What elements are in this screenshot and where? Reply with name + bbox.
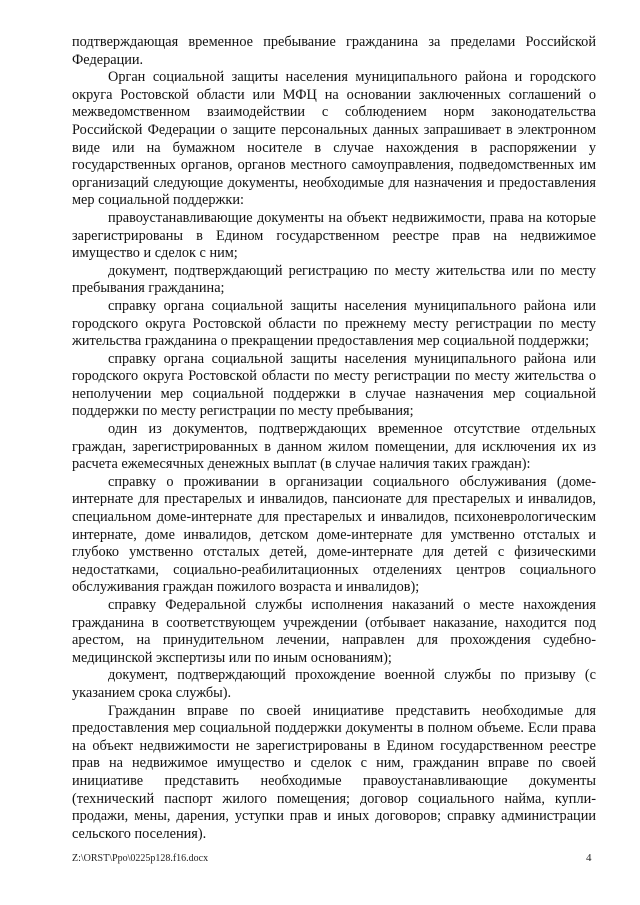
paragraph: документ, подтверждающий прохождение военной службы по призыву (с указанием срока службы). <box>72 667 596 701</box>
paragraph: справку о проживании в организации социального обслуживания (доме-интернате для престарелых и инвалидов, пансионате для престарелых и инвалидов, специальном доме-интернате для престарелых и инвалидов, психоневрологическим интернате, доме инвалидов, детском доме-интернате для умственно отсталых и глубоко умственно отсталых детей, доме-интернате для детей с физическими недостатками, социально-реабилитационных отделениях центров социального обслуживания граждан пожилого возраста и инвалидов); <box>72 473 596 596</box>
paragraph: справку органа социальной защиты населения муниципального района или городского округа Ростовской области по прежнему месту регистрации по месту жительства гражданина о прекращении предоставления мер социальной поддержки; <box>72 297 596 350</box>
footer-file-path: Z:\ORST\Ppo\0225p128.f16.docx <box>72 853 209 864</box>
paragraph: правоустанавливающие документы на объект недвижимости, права на которые зарегистрированы в Едином государственном реестре прав на недвижимое имущество и сделок с ним; <box>72 209 596 262</box>
page-number: 4 <box>586 852 592 864</box>
paragraph: Орган социальной защиты населения муниципального района и городского округа Ростовской области или МФЦ на основании заключенных соглашений о межведомственном взаимодействии с соблюдением норм законодательства Российской Федерации о защите персональных данных запрашивает в электронном виде или на бумажном носителе в случае нахождения в распоряжении у государственных органов, органов местного самоуправления, подведомственных им организаций следующие документы, необходимые для назначения и предоставления мер социальной поддержки: <box>72 69 596 209</box>
paragraph: справку Федеральной службы исполнения наказаний о месте нахождения гражданина в соответствующем учреждении (отбывает наказание, находится под арестом, на принудительном лечении, направлен для прохождения судебно-медицинской экспертизы или по иным основаниям); <box>72 597 596 666</box>
document-body <box>72 34 596 843</box>
paragraph: один из документов, подтверждающих временное отсутствие отдельных граждан, зарегистрированных в данном жилом помещении, для исключения их из расчета ежемесячных денежных выплат (в случае наличия таких граждан): <box>72 421 596 473</box>
paragraph: Гражданин вправе по своей инициативе представить необходимые для предоставления мер социальной поддержки документы в полном объеме. Если права на объект недвижимости не зарегистрированы в Едином государственном реестре прав на недвижимое имущество и сделок с ним, гражданин вправе по своей инициативе представить необходимые правоустанавливающие документы (технический паспорт жилого помещения; договор социального найма, купли-продажи, мены, дарения, уступки прав и иных договоров; справку администрации сельского поселения). <box>72 702 596 842</box>
paragraph: документ, подтверждающий регистрацию по месту жительства или по месту пребывания гражданина; <box>72 262 596 297</box>
paragraph: подтверждающая временное пребывание гражданина за пределами Российской Федерации. <box>72 34 596 68</box>
paragraph: справку органа социальной защиты населения муниципального района или городского округа Ростовской области по месту регистрации по месту жительства о неполучении мер социальной поддержки в случае назначения мер социальной поддержки по месту регистрации по месту пребывания; <box>72 350 596 420</box>
